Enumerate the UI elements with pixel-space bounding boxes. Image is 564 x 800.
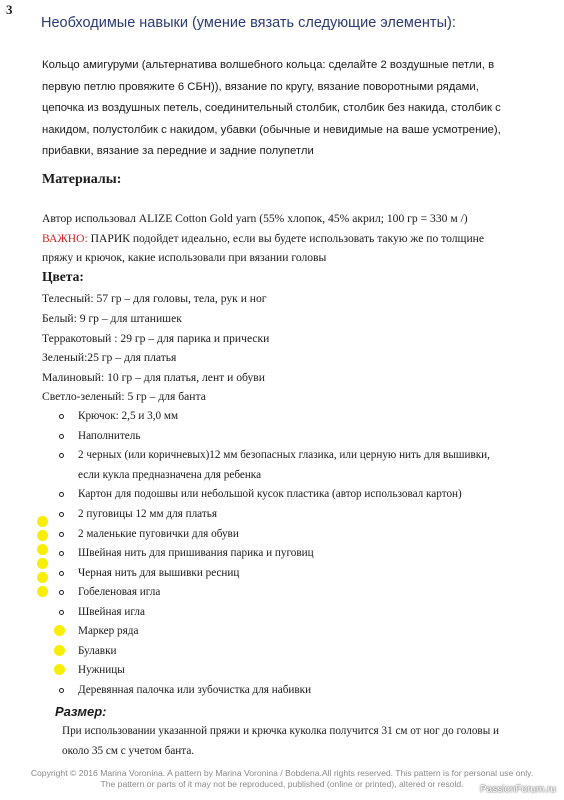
bullet-icon	[59, 688, 64, 693]
color-line: Белый: 9 гр – для штанишек	[42, 312, 182, 325]
highlight-dot	[37, 572, 48, 583]
tool-item: 2 пуговицы 12 мм для платья	[78, 508, 217, 520]
warning-text-continued: пряжу и крючок, какие использовали при вязании головы	[42, 251, 327, 264]
tool-item: 2 маленькие пуговички для обуви	[78, 528, 239, 540]
tool-item: Деревянная палочка или зубочистка для набивки	[78, 684, 311, 696]
highlight-dot	[54, 625, 65, 636]
size-heading: Размер:	[55, 704, 107, 719]
yarn-info: Автор использовал ALIZE Cotton Gold yarn (55% хлопок, 45% акрил; 100 гр = 330 м /)	[42, 212, 468, 225]
tool-item: Картон для подошвы или небольшой кусок пластика (автор использовал картон)	[78, 488, 462, 500]
copyright-line: The pattern or parts of it may not be reproduced, published (online or printed), altered or resold.	[100, 779, 464, 789]
warning-label: ВАЖНО:	[42, 232, 88, 245]
size-line: При использовании указанной пряжи и крючка куколка получится 31 см от ног до головы и	[62, 725, 500, 737]
bullet-icon	[59, 414, 64, 419]
tool-item: 2 черных (или коричневых)12 мм безопасных глазика, или церную нить для вышивки,	[78, 449, 490, 461]
size-line: около 35 см с учетом банта.	[62, 745, 195, 757]
color-line: Светло-зеленый: 5 гр – для банта	[42, 390, 206, 403]
bullet-icon	[59, 492, 64, 497]
materials-heading: Материалы:	[42, 172, 122, 187]
tool-item: Нужницы	[78, 664, 125, 676]
color-line: Малиновый: 10 гр – для платья, лент и обуви	[42, 371, 265, 384]
copyright-line: Copyright © 2016 Marina Voronina. A pattern by Marina Voronina / Bobdena.All rights reserved. This pattern is for personal use only.	[30, 768, 534, 778]
highlight-dot	[37, 544, 48, 555]
highlight-dot	[54, 645, 65, 656]
bullet-icon	[59, 590, 64, 595]
color-line: Зеленый:25 гр – для платья	[42, 351, 177, 364]
tool-item: Крючок: 2,5 и 3,0 мм	[78, 410, 178, 422]
tool-item: Булавки	[78, 645, 117, 657]
skills-line: цепочка из воздушных петель, соединительный столбик, столбик без накида, столбик с	[42, 102, 501, 115]
skills-line: прибавки, вязание за передние и задние полупетли	[42, 145, 314, 158]
highlight-dot	[37, 516, 48, 527]
skills-heading: Необходимые навыки (умение вязать следующие элементы):	[41, 15, 456, 31]
skills-line: Кольцо амигуруми (альтернатива волшебного кольца: сделайте 2 воздушные петли, в	[42, 59, 495, 71]
tool-item: Наполнитель	[78, 430, 140, 442]
warning-line	[42, 232, 484, 245]
bullet-icon	[59, 532, 64, 537]
warning-text: ПАРИК подойдет идеально, если вы будете использовать такую же по толщине	[87, 232, 485, 245]
highlight-dot	[54, 664, 65, 675]
color-line: Телесный: 57 гр – для головы, тела, рук и ног	[42, 292, 267, 305]
color-line: Терракотовый : 29 гр – для парика и прически	[42, 332, 270, 345]
tool-item: Маркер ряда	[78, 625, 138, 637]
page-number: 3	[6, 2, 13, 17]
tool-item: Швейная игла	[78, 606, 145, 618]
skills-paragraph	[42, 55, 532, 163]
bullet-icon	[59, 571, 64, 576]
tool-item-continued: если кукла предназначена для ребенка	[78, 469, 262, 481]
tool-item: Гобеленовая игла	[78, 586, 160, 598]
skills-line: накидом, полустолбик с накидом, убавки (обычные и невидимые на ваше усмотрение),	[42, 123, 501, 136]
tool-item: Черная нить для вышивки ресниц	[78, 567, 239, 579]
tool-item: Швейная нить для пришивания парика и пуговиц	[78, 547, 314, 559]
bullet-icon	[59, 610, 64, 615]
highlight-dot	[37, 586, 48, 597]
bullet-icon	[59, 512, 64, 517]
bullet-icon	[59, 551, 64, 556]
watermark: PassionForum.ru	[479, 784, 556, 795]
bullet-icon	[59, 434, 64, 439]
highlight-dot	[37, 558, 48, 569]
skills-line: первую петлю провяжите 6 СБН)), вязание по кругу, вязание поворотными рядами,	[42, 80, 479, 93]
bullet-icon	[59, 453, 64, 458]
colors-heading: Цвета:	[42, 269, 84, 284]
highlight-dot	[37, 530, 48, 541]
